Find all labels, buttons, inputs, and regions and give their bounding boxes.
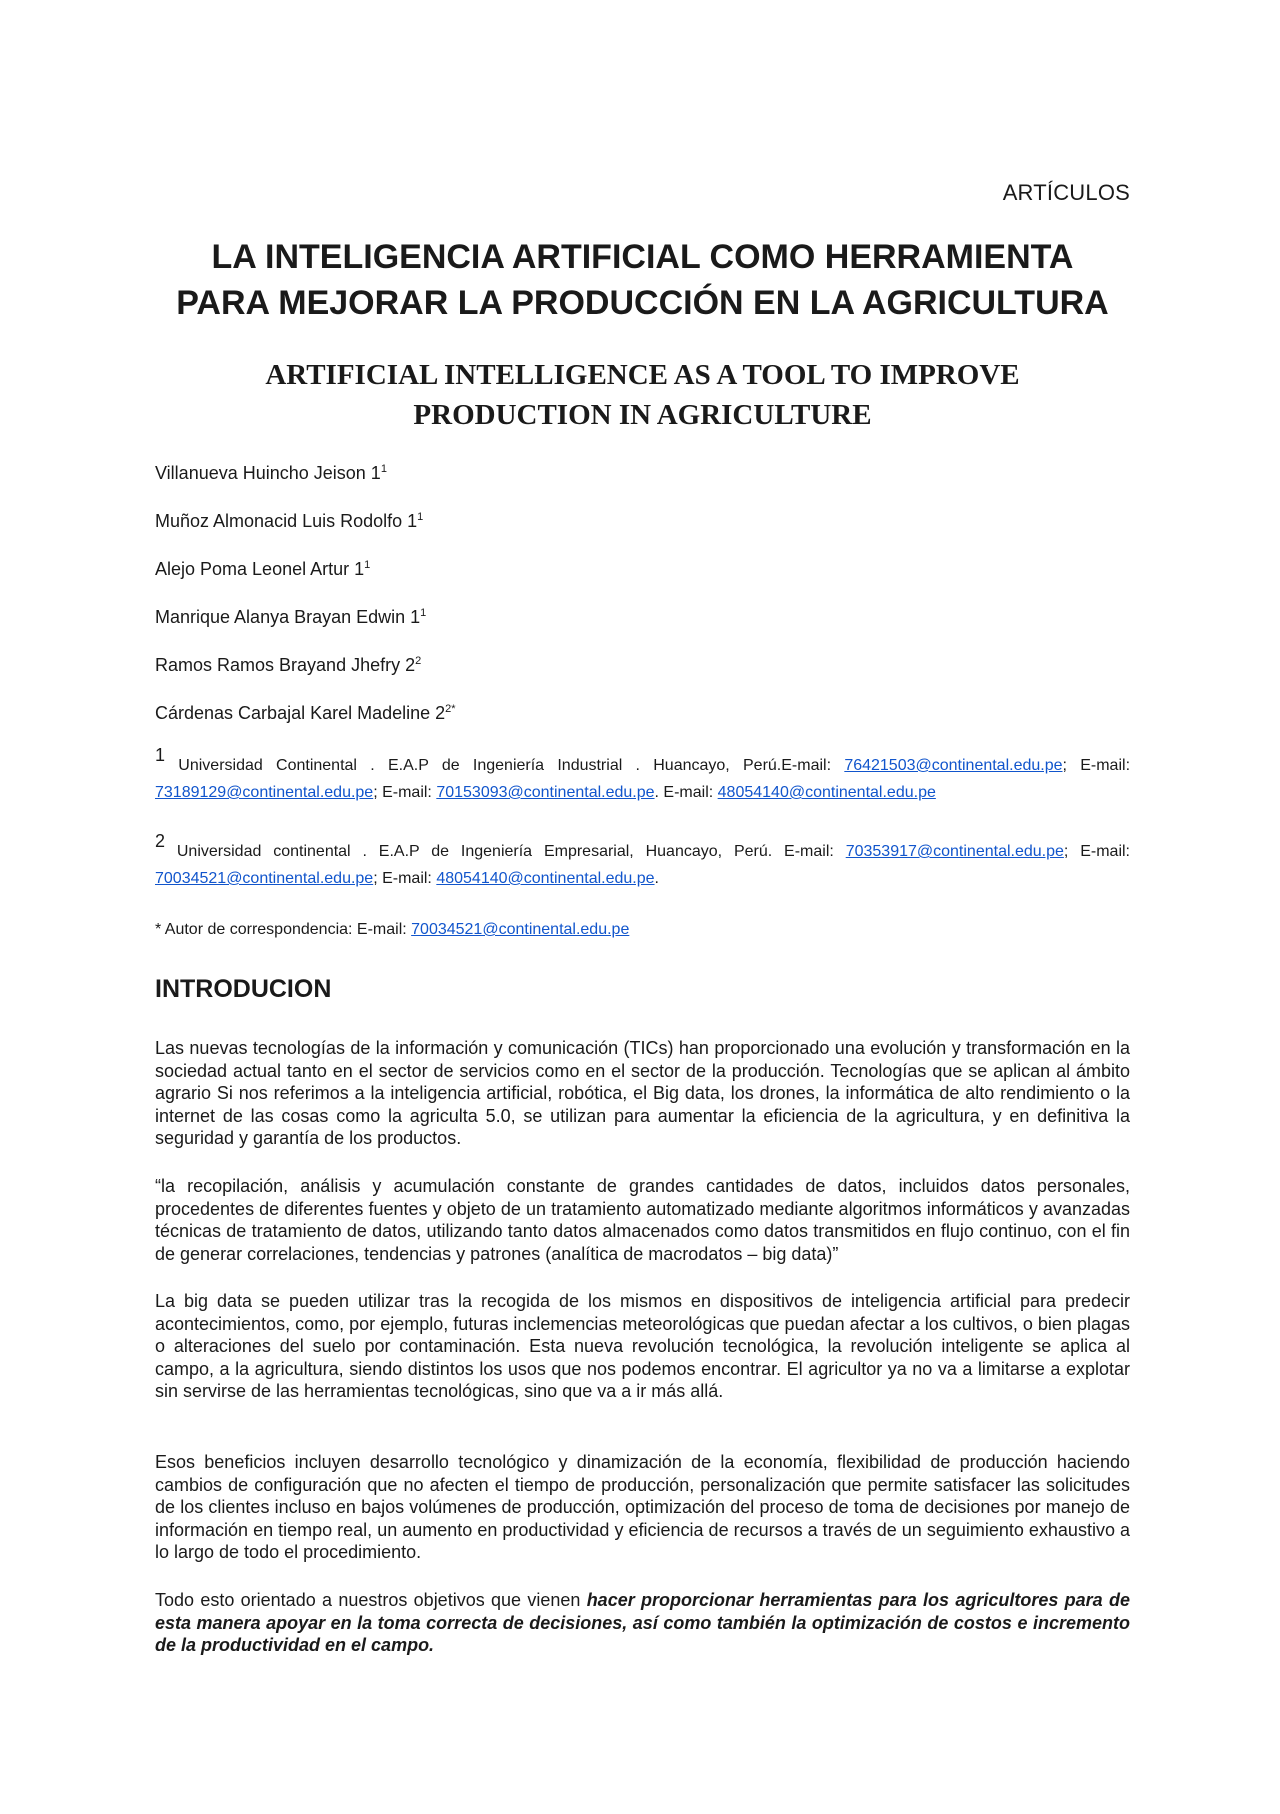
email-link[interactable]: 70153093@continental.edu.pe <box>436 784 655 801</box>
title-spanish-line-2: PARA MEJORAR LA PRODUCCIÓN EN LA AGRICULTURA <box>176 284 1109 322</box>
affiliation-1: $^1$ Universidad Continental . E.A.P de Ingeniería Industrial . Huancayo, Perú.E-mail: 76421503@continental.edu.pe; E-mail: 73189129@continental.edu.pe; E-mail: 70153093@continental.edu.pe. E-mail: 48054140@continental.edu.pe <box>155 745 1131 801</box>
author: Manrique Alanya Brayan Edwin $1^1$ <box>155 607 427 627</box>
title-english-line-2: PRODUCTION IN AGRICULTURE <box>413 399 872 431</box>
section-label: ARTÍCULOS <box>1002 180 1130 205</box>
objective-emphasis: hacer proporcionar herramientas para los agricultores para de esta manera apoyar en la toma correcta de decisiones, así como también la optimización de costos e incremento de la productividad en el campo. <box>155 1590 1130 1655</box>
email-link[interactable]: 70353917@continental.edu.pe <box>845 843 1064 860</box>
quote-paragraph: “la recopilación, análisis y acumulación constante de grandes cantidades de datos, incluidos datos personales, procedentes de diferentes fuentes y objeto de un tratamiento automatizado mediante algoritmos informáticos y avanzadas técnicas de tratamiento de datos, utilizando tanto datos almacenados como datos transmitidos en flujo continuo, con el fin de generar correlaciones, tendencias y patrones (analítica de macrodatos – big data)” <box>155 1176 1130 1264</box>
title-english <box>155 355 1130 435</box>
affiliation-2: $^2$ Universidad continental . E.A.P de Ingeniería Empresarial, Huancayo, Perú. E-mail: 70353917@continental.edu.pe; E-mail: 70034521@continental.edu.pe; E-mail: 48054140@continental.edu.pe. <box>155 831 1130 887</box>
document-page <box>155 0 1130 1814</box>
author: Ramos Ramos Brayand Jhefry $2^2$ <box>155 655 422 675</box>
author: Muñoz Almonacid Luis Rodolfo $1^1$ <box>155 511 424 531</box>
paragraph: Las nuevas tecnologías de la información y comunicación (TICs) han proporcionado una evolución y transformación en la sociedad actual tanto en el sector de servicios como en el sector de la producción. Tecnologías que se aplican al ámbito agrario Si nos referimos a la inteligencia artificial, robótica, el Big data, los drones, la informática de alto rendimiento o la internet de las cosas como la agriculta 5.0, se utilizan para aumentar la eficiencia de la agricultura, y en definitiva la seguridad y garantía de los productos. <box>155 1038 1130 1148</box>
correspondence-note: * Autor de correspondencia: E-mail: 70034521@continental.edu.pe <box>155 921 630 938</box>
email-link[interactable]: 73189129@continental.edu.pe <box>155 784 374 801</box>
correspondence-email-link[interactable]: 70034521@continental.edu.pe <box>411 921 630 938</box>
email-link[interactable]: 76421503@continental.edu.pe <box>844 757 1063 774</box>
title-english-line-1: ARTIFICIAL INTELLIGENCE AS A TOOL TO IMPROVE <box>265 359 1020 391</box>
email-link[interactable]: 48054140@continental.edu.pe <box>717 784 936 801</box>
objective-paragraph: Todo esto orientado a nuestros objetivos que vienen hacer proporcionar herramientas para los agricultores para de esta manera apoyar en la toma correcta de decisiones, así como también la optimización de costos e incremento de la productividad en el campo. <box>155 1590 1130 1655</box>
paragraph: La big data se pueden utilizar tras la recogida de los mismos en dispositivos de inteligencia artificial para predecir acontecimientos, como, por ejemplo, futuras inclemencias meteorológicas que puedan afectar a los cultivos, o bien plagas o alteraciones del suelo por contaminación. Esta nueva revolución tecnológica, la revolución inteligente se aplica al campo, a la agricultura, siendo distintos los usos que nos podemos encontrar. El agricultor ya no va a limitarse a explotar sin servirse de las herramientas tecnológicas, sino que va a ir más allá. <box>155 1291 1130 1401</box>
title-spanish <box>155 234 1130 326</box>
author-list <box>155 458 1130 746</box>
email-link[interactable]: 48054140@continental.edu.pe <box>436 870 655 887</box>
paragraph: Esos beneficios incluyen desarrollo tecnológico y dinamización de la economía, flexibilidad de producción haciendo cambios de configuración que no afecten el tiempo de producción, personalización que permite satisfacer las solicitudes de los clientes incluso en bajos volúmenes de producción, optimización del proceso de toma de decisiones por manejo de información en tiempo real, un aumento en productividad y eficiencia de recursos a través de un seguimiento exhaustivo a lo largo de todo el procedimiento. <box>155 1452 1130 1562</box>
author: Alejo Poma Leonel Artur $1^1$ <box>155 559 371 579</box>
title-spanish-line-1: LA INTELIGENCIA ARTIFICIAL COMO HERRAMIENTA <box>211 238 1074 276</box>
author: Cárdenas Carbajal Karel Madeline $2^{2*}$ <box>155 703 456 723</box>
author: Villanueva Huincho Jeison $1^1$ <box>155 463 387 483</box>
section-heading-introduction: INTRODUCION <box>155 975 332 1003</box>
email-link[interactable]: 70034521@continental.edu.pe <box>155 870 374 887</box>
